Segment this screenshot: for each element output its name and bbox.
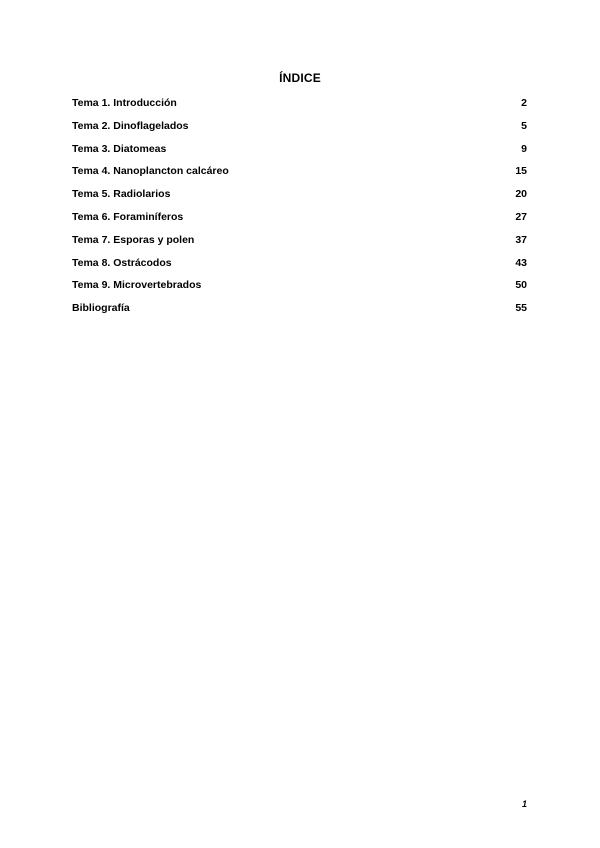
page-title: ÍNDICE xyxy=(279,71,321,85)
toc-entry-page: 27 xyxy=(515,210,527,223)
toc-entry-label: Tema 6. Foraminíferos xyxy=(72,210,184,223)
toc-entry xyxy=(72,234,527,257)
toc-entry xyxy=(72,188,527,211)
toc-entry-page: 2 xyxy=(521,97,527,109)
page-number: 1 xyxy=(521,799,527,809)
toc-entry-page: 37 xyxy=(515,233,527,246)
toc-entry xyxy=(72,257,527,280)
toc-entry xyxy=(72,211,527,234)
toc-entry-label: Tema 1. Introducción xyxy=(72,97,177,109)
toc-entry xyxy=(72,143,527,166)
toc-entry-label: Tema 3. Diatomeas xyxy=(72,142,167,155)
toc-entry-page: 43 xyxy=(515,256,527,269)
toc-entry xyxy=(72,120,527,143)
toc-entry-label: Tema 9. Microvertebrados xyxy=(72,279,202,292)
toc-entry-label: Tema 8. Ostrácodos xyxy=(72,256,172,269)
table-of-contents xyxy=(72,97,527,325)
toc-entry-label: Bibliografía xyxy=(72,302,130,315)
toc-entry-label: Tema 5. Radiolarios xyxy=(72,188,171,201)
toc-entry-label: Tema 2. Dinoflagelados xyxy=(72,119,189,132)
toc-entry-label: Tema 7. Esporas y polen xyxy=(72,233,195,246)
toc-entry xyxy=(72,279,527,302)
toc-entry-label: Tema 4. Nanoplancton calcáreo xyxy=(72,165,229,178)
toc-entry-page: 15 xyxy=(515,165,527,178)
toc-entry-page: 9 xyxy=(521,142,527,155)
toc-entry xyxy=(72,302,527,325)
toc-entry-page: 55 xyxy=(515,302,527,315)
toc-entry-page: 50 xyxy=(515,279,527,292)
toc-entry-page: 20 xyxy=(515,188,527,201)
toc-entry xyxy=(72,165,527,188)
toc-entry xyxy=(72,97,527,120)
toc-entry-page: 5 xyxy=(521,119,527,132)
